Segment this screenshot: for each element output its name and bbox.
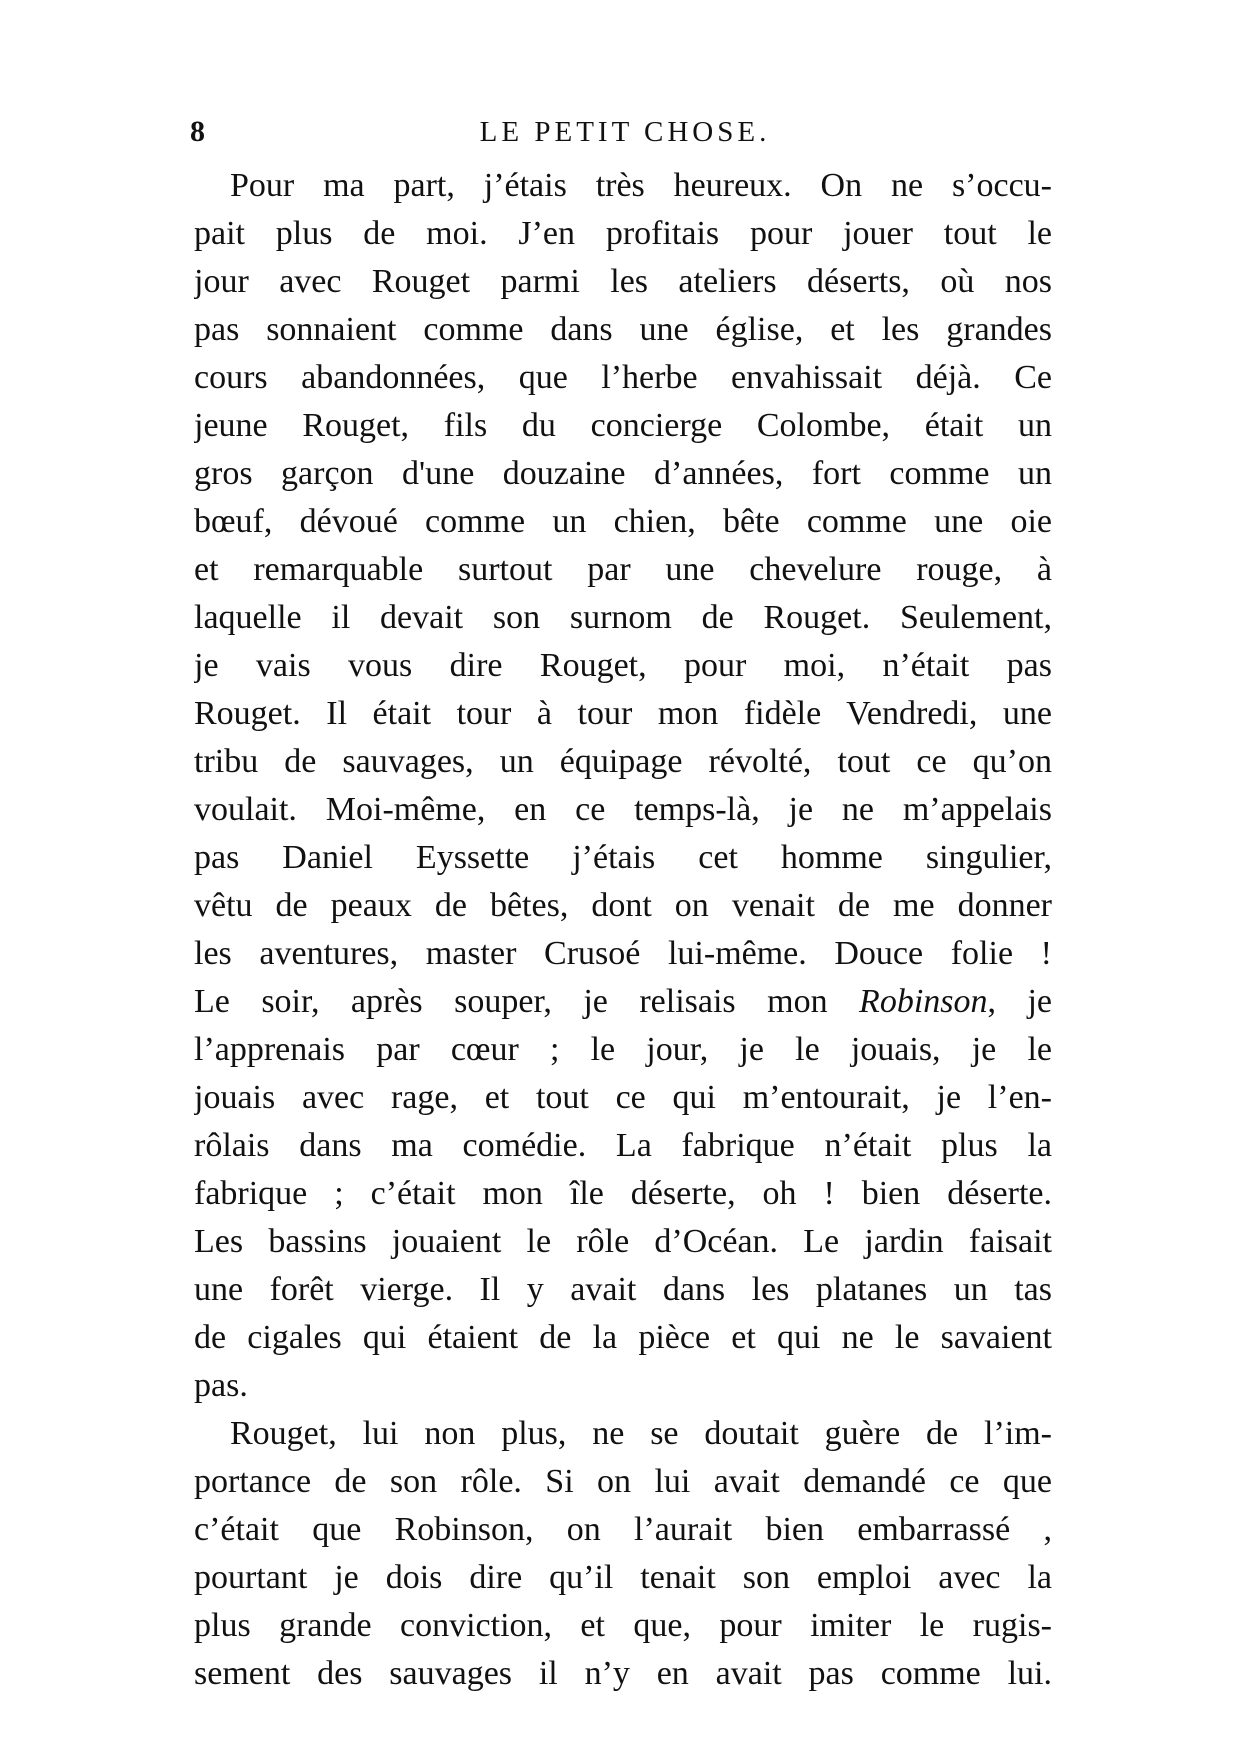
text-line: bœuf, dévoué comme un chien, bête comme une oie: [194, 503, 1052, 540]
text-line: vêtu de peaux de bêtes, dont on venait de me donner: [194, 887, 1052, 924]
text-line: fabrique ; c’était mon île déserte, oh ! bien déserte.: [194, 1175, 1052, 1212]
text-line: et remarquable surtout par une chevelure rouge, à: [194, 551, 1052, 588]
text-line: voulait. Moi-même, en ce temps-là, je ne m’appelais: [194, 791, 1052, 828]
text-line: plus grande conviction, et que, pour imiter le rugis-: [194, 1607, 1052, 1644]
body-text: [194, 162, 1052, 1698]
text-line: Rouget, lui non plus, ne se doutait guère de l’im-: [230, 1415, 1052, 1452]
text-line: pas Daniel Eyssette j’étais cet homme singulier,: [194, 839, 1052, 876]
text-line: pourtant je dois dire qu’il tenait son emploi avec la: [194, 1559, 1052, 1596]
text-line: jouais avec rage, et tout ce qui m’entourait, je l’en-: [194, 1079, 1052, 1116]
text-line: rôlais dans ma comédie. La fabrique n’était plus la: [194, 1127, 1052, 1164]
text-line: une forêt vierge. Il y avait dans les platanes un tas: [194, 1271, 1052, 1308]
text-line: [194, 978, 1052, 1026]
text-line: gros garçon d'une douzaine d’années, fort comme un: [194, 455, 1052, 492]
text-line: sement des sauvages il n’y en avait pas comme lui.: [194, 1655, 1052, 1692]
text-line: jour avec Rouget parmi les ateliers déserts, où nos: [194, 263, 1052, 300]
text-line: tribu de sauvages, un équipage révolté, tout ce qu’on: [194, 743, 1052, 780]
page-header: [190, 112, 1060, 152]
text-line: Rouget. Il était tour à tour mon fidèle Vendredi, une: [194, 695, 1052, 732]
text-segment: Le soir, après souper, je relisais mon: [194, 983, 860, 1020]
text-line: pas sonnaient comme dans une église, et les grandes: [194, 311, 1052, 348]
text-segment: , je: [987, 983, 1052, 1020]
paragraph: [194, 162, 1052, 1410]
text-line: de cigales qui étaient de la pièce et qui ne le savaient: [194, 1319, 1052, 1356]
running-title: LE PETIT CHOSE.: [479, 116, 771, 148]
book-title-italic: Robinson: [859, 983, 988, 1020]
text-line: les aventures, master Crusoé lui-même. Douce folie !: [194, 935, 1052, 972]
text-line: c’était que Robinson, on l’aurait bien embarrassé ,: [194, 1511, 1052, 1548]
text-line: pait plus de moi. J’en profitais pour jouer tout le: [194, 215, 1052, 252]
text-line: je vais vous dire Rouget, pour moi, n’était pas: [194, 647, 1052, 684]
text-line: l’apprenais par cœur ; le jour, je le jouais, je le: [194, 1031, 1052, 1068]
text-line: jeune Rouget, fils du concierge Colombe, était un: [194, 407, 1052, 444]
paragraph: [194, 1410, 1052, 1698]
text-line: portance de son rôle. Si on lui avait demandé ce que: [194, 1463, 1052, 1500]
page-number: 8: [190, 115, 205, 148]
text-line: pas.: [194, 1367, 248, 1404]
text-line: cours abandonnées, que l’herbe envahissait déjà. Ce: [194, 359, 1052, 396]
text-line: Les bassins jouaient le rôle d’Océan. Le jardin faisait: [194, 1223, 1052, 1260]
text-line: Pour ma part, j’étais très heureux. On ne s’occu-: [230, 167, 1052, 204]
text-line: laquelle il devait son surnom de Rouget. Seulement,: [194, 599, 1052, 636]
